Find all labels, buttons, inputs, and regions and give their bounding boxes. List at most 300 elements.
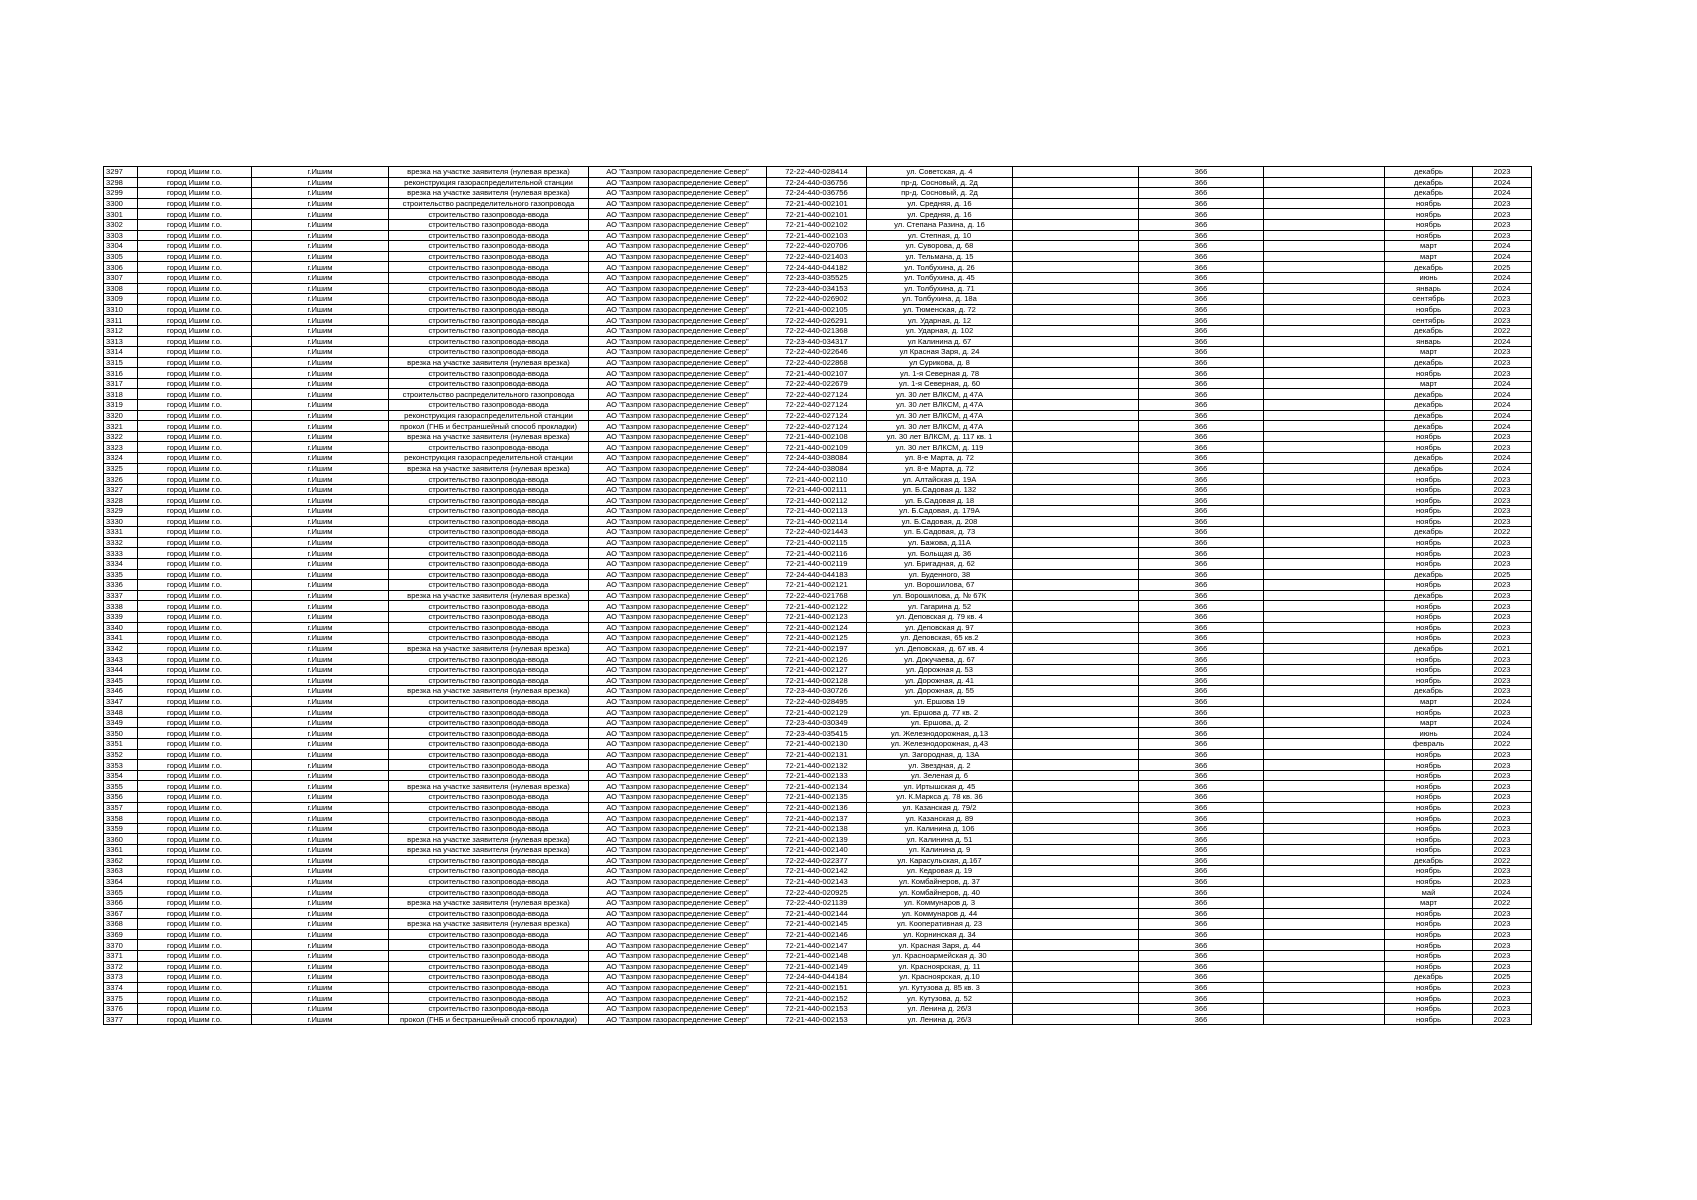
cell-value-366: 366 (1139, 781, 1264, 792)
cell-row-number: 3372 (104, 961, 138, 972)
cell-empty-col-b (1264, 866, 1385, 877)
table-row (104, 696, 1532, 707)
cell-work-type: строительство газопровода-ввода (389, 908, 589, 919)
cell-value-366: 366 (1139, 537, 1264, 548)
cell-address: ул. Корнинская д. 34 (867, 929, 1013, 940)
cell-work-type: строительство газопровода-ввода (389, 484, 589, 495)
cell-address: ул. Деповская д. 97 (867, 622, 1013, 633)
cell-row-number: 3309 (104, 294, 138, 305)
cell-municipality: город Ишим г.о. (138, 760, 252, 771)
table-row (104, 717, 1532, 728)
cell-application-number: 72-24-440-044182 (767, 262, 867, 273)
cell-empty-col-b (1264, 823, 1385, 834)
cell-value-366: 366 (1139, 802, 1264, 813)
cell-month: январь (1385, 336, 1473, 347)
cell-organization: АО "Газпром газораспределение Север" (589, 792, 767, 803)
cell-row-number: 3345 (104, 675, 138, 686)
cell-address: ул. Буденного, 38 (867, 569, 1013, 580)
cell-empty-col-b (1264, 601, 1385, 612)
cell-address: ул. Степана Разина, д. 16 (867, 219, 1013, 230)
cell-settlement: г.Ишим (252, 717, 389, 728)
cell-year: 2023 (1473, 919, 1532, 930)
cell-empty-col-b (1264, 781, 1385, 792)
cell-year: 2023 (1473, 1014, 1532, 1025)
cell-settlement: г.Ишим (252, 304, 389, 315)
cell-settlement: г.Ишим (252, 230, 389, 241)
cell-value-366: 366 (1139, 961, 1264, 972)
cell-settlement: г.Ишим (252, 961, 389, 972)
cell-address: ул. Калинина д. 106 (867, 823, 1013, 834)
table-row (104, 823, 1532, 834)
cell-work-type: строительство газопровода-ввода (389, 664, 589, 675)
cell-month: ноябрь (1385, 908, 1473, 919)
cell-application-number: 72-21-440-002122 (767, 601, 867, 612)
cell-application-number: 72-21-440-002144 (767, 908, 867, 919)
cell-address: ул. Тюменская, д. 72 (867, 304, 1013, 315)
cell-empty-col-b (1264, 336, 1385, 347)
cell-empty-col-b (1264, 347, 1385, 358)
cell-organization: АО "Газпром газораспределение Север" (589, 770, 767, 781)
cell-year: 2023 (1473, 167, 1532, 178)
cell-row-number: 3344 (104, 664, 138, 675)
cell-empty-col-a (1013, 770, 1139, 781)
cell-month: май (1385, 887, 1473, 898)
cell-municipality: город Ишим г.о. (138, 908, 252, 919)
cell-month: декабрь (1385, 453, 1473, 464)
cell-application-number: 72-23-440-030349 (767, 717, 867, 728)
cell-municipality: город Ишим г.о. (138, 506, 252, 517)
cell-value-366: 366 (1139, 717, 1264, 728)
cell-year: 2024 (1473, 887, 1532, 898)
cell-empty-col-a (1013, 866, 1139, 877)
cell-year: 2022 (1473, 897, 1532, 908)
cell-organization: АО "Газпром газораспределение Север" (589, 188, 767, 199)
cell-organization: АО "Газпром газораспределение Север" (589, 982, 767, 993)
table-row (104, 241, 1532, 252)
cell-municipality: город Ишим г.о. (138, 929, 252, 940)
cell-value-366: 366 (1139, 558, 1264, 569)
cell-row-number: 3303 (104, 230, 138, 241)
cell-organization: АО "Газпром газораспределение Север" (589, 707, 767, 718)
cell-year: 2023 (1473, 294, 1532, 305)
cell-empty-col-a (1013, 453, 1139, 464)
cell-empty-col-a (1013, 601, 1139, 612)
cell-municipality: город Ишим г.о. (138, 378, 252, 389)
cell-application-number: 72-21-440-002101 (767, 198, 867, 209)
cell-year: 2023 (1473, 813, 1532, 824)
cell-value-366: 366 (1139, 601, 1264, 612)
cell-address: ул. 30 лет ВЛКСМ, д 47А (867, 400, 1013, 411)
cell-application-number: 72-21-440-002135 (767, 792, 867, 803)
table-row (104, 209, 1532, 220)
cell-municipality: город Ишим г.о. (138, 961, 252, 972)
cell-municipality: город Ишим г.о. (138, 633, 252, 644)
cell-organization: АО "Газпром газораспределение Север" (589, 209, 767, 220)
cell-year: 2025 (1473, 569, 1532, 580)
cell-address: ул. Коммунаров д. 3 (867, 897, 1013, 908)
cell-work-type: строительство газопровода-ввода (389, 241, 589, 252)
cell-municipality: город Ишим г.о. (138, 792, 252, 803)
cell-work-type: строительство газопровода-ввода (389, 866, 589, 877)
cell-municipality: город Ишим г.о. (138, 230, 252, 241)
cell-value-366: 366 (1139, 950, 1264, 961)
cell-empty-col-b (1264, 537, 1385, 548)
cell-month: январь (1385, 283, 1473, 294)
cell-row-number: 3301 (104, 209, 138, 220)
cell-municipality: город Ишим г.о. (138, 664, 252, 675)
cell-row-number: 3336 (104, 580, 138, 591)
cell-organization: АО "Газпром газораспределение Север" (589, 167, 767, 178)
cell-month: декабрь (1385, 167, 1473, 178)
cell-application-number: 72-21-440-002153 (767, 1014, 867, 1025)
table-row (104, 929, 1532, 940)
cell-row-number: 3373 (104, 972, 138, 983)
cell-application-number: 72-21-440-002147 (767, 940, 867, 951)
cell-application-number: 72-21-440-002126 (767, 654, 867, 665)
cell-application-number: 72-24-440-044183 (767, 569, 867, 580)
cell-empty-col-a (1013, 908, 1139, 919)
cell-municipality: город Ишим г.о. (138, 495, 252, 506)
cell-value-366: 366 (1139, 304, 1264, 315)
cell-row-number: 3377 (104, 1014, 138, 1025)
cell-month: ноябрь (1385, 580, 1473, 591)
cell-empty-col-b (1264, 198, 1385, 209)
cell-application-number: 72-21-440-002121 (767, 580, 867, 591)
cell-address: ул. Дорожная, д. 55 (867, 686, 1013, 697)
cell-work-type: врезка на участке заявителя (нулевая врезка) (389, 463, 589, 474)
cell-municipality: город Ишим г.о. (138, 304, 252, 315)
cell-work-type: строительство газопровода-ввода (389, 876, 589, 887)
cell-month: декабрь (1385, 855, 1473, 866)
cell-year: 2022 (1473, 325, 1532, 336)
table-row (104, 770, 1532, 781)
cell-organization: АО "Газпром газораспределение Север" (589, 569, 767, 580)
cell-row-number: 3346 (104, 686, 138, 697)
cell-month: март (1385, 717, 1473, 728)
cell-settlement: г.Ишим (252, 696, 389, 707)
table-row (104, 484, 1532, 495)
cell-address: ул. Б.Садовая, д. 179А (867, 506, 1013, 517)
cell-value-366: 366 (1139, 823, 1264, 834)
cell-address: ул. Коммунаров д. 44 (867, 908, 1013, 919)
cell-address: ул. Советская, д. 4 (867, 167, 1013, 178)
table-row (104, 982, 1532, 993)
cell-empty-col-a (1013, 813, 1139, 824)
cell-month: декабрь (1385, 389, 1473, 400)
cell-organization: АО "Газпром газораспределение Север" (589, 336, 767, 347)
cell-address: ул. Толбухина, д. 26 (867, 262, 1013, 273)
cell-work-type: строительство газопровода-ввода (389, 728, 589, 739)
cell-month: сентябрь (1385, 315, 1473, 326)
cell-application-number: 72-22-440-028414 (767, 167, 867, 178)
cell-municipality: город Ишим г.о. (138, 728, 252, 739)
cell-month: март (1385, 897, 1473, 908)
cell-address: ул. Толбухина, д. 71 (867, 283, 1013, 294)
cell-address: ул. Тельмана, д. 15 (867, 251, 1013, 262)
cell-year: 2023 (1473, 834, 1532, 845)
cell-address: ул. Ударная, д. 12 (867, 315, 1013, 326)
cell-empty-col-a (1013, 675, 1139, 686)
cell-address: ул. 1-я Северная, д. 60 (867, 378, 1013, 389)
cell-organization: АО "Газпром газораспределение Север" (589, 686, 767, 697)
cell-application-number: 72-23-440-034153 (767, 283, 867, 294)
cell-value-366: 366 (1139, 728, 1264, 739)
cell-month: ноябрь (1385, 601, 1473, 612)
cell-value-366: 366 (1139, 1003, 1264, 1014)
cell-empty-col-a (1013, 654, 1139, 665)
cell-row-number: 3354 (104, 770, 138, 781)
cell-empty-col-b (1264, 654, 1385, 665)
cell-value-366: 366 (1139, 389, 1264, 400)
cell-value-366: 366 (1139, 431, 1264, 442)
cell-municipality: город Ишим г.о. (138, 209, 252, 220)
cell-value-366: 366 (1139, 357, 1264, 368)
cell-organization: АО "Газпром газораспределение Север" (589, 389, 767, 400)
cell-year: 2022 (1473, 527, 1532, 538)
cell-month: ноябрь (1385, 442, 1473, 453)
cell-empty-col-b (1264, 474, 1385, 485)
cell-settlement: г.Ишим (252, 950, 389, 961)
cell-row-number: 3365 (104, 887, 138, 898)
cell-empty-col-a (1013, 1003, 1139, 1014)
cell-empty-col-b (1264, 845, 1385, 856)
cell-value-366: 366 (1139, 484, 1264, 495)
cell-work-type: строительство газопровода-ввода (389, 739, 589, 750)
cell-address: ул. Комбайнеров, д. 37 (867, 876, 1013, 887)
cell-year: 2023 (1473, 866, 1532, 877)
cell-year: 2024 (1473, 696, 1532, 707)
cell-work-type: врезка на участке заявителя (нулевая врезка) (389, 919, 589, 930)
cell-work-type: строительство газопровода-ввода (389, 527, 589, 538)
cell-settlement: г.Ишим (252, 770, 389, 781)
cell-year: 2023 (1473, 368, 1532, 379)
cell-municipality: город Ишим г.о. (138, 919, 252, 930)
cell-work-type: строительство газопровода-ввода (389, 219, 589, 230)
cell-empty-col-b (1264, 410, 1385, 421)
cell-settlement: г.Ишим (252, 654, 389, 665)
table-row (104, 251, 1532, 262)
cell-empty-col-b (1264, 272, 1385, 283)
table-row (104, 961, 1532, 972)
cell-month: ноябрь (1385, 611, 1473, 622)
cell-year: 2023 (1473, 516, 1532, 527)
cell-year: 2023 (1473, 1003, 1532, 1014)
cell-municipality: город Ишим г.о. (138, 622, 252, 633)
cell-application-number: 72-22-440-021139 (767, 897, 867, 908)
cell-settlement: г.Ишим (252, 749, 389, 760)
cell-empty-col-a (1013, 548, 1139, 559)
cell-application-number: 72-22-440-026902 (767, 294, 867, 305)
cell-row-number: 3361 (104, 845, 138, 856)
cell-municipality: город Ишим г.о. (138, 1014, 252, 1025)
cell-address: ул. Гагарина д. 52 (867, 601, 1013, 612)
cell-settlement: г.Ишим (252, 1014, 389, 1025)
cell-application-number: 72-22-440-026291 (767, 315, 867, 326)
cell-address: ул. Бригадная, д. 62 (867, 558, 1013, 569)
cell-organization: АО "Газпром газораспределение Север" (589, 368, 767, 379)
table-row (104, 198, 1532, 209)
cell-year: 2023 (1473, 209, 1532, 220)
cell-organization: АО "Газпром газораспределение Север" (589, 866, 767, 877)
cell-empty-col-a (1013, 283, 1139, 294)
cell-empty-col-a (1013, 188, 1139, 199)
cell-work-type: строительство газопровода-ввода (389, 304, 589, 315)
cell-month: март (1385, 696, 1473, 707)
cell-settlement: г.Ишим (252, 251, 389, 262)
cell-row-number: 3314 (104, 347, 138, 358)
cell-value-366: 366 (1139, 516, 1264, 527)
cell-address: ул. 8-е Марта, д. 72 (867, 453, 1013, 464)
cell-municipality: город Ишим г.о. (138, 717, 252, 728)
cell-address: ул. Кутузова д. 85 кв. 3 (867, 982, 1013, 993)
cell-address: ул. Красная Заря, д. 44 (867, 940, 1013, 951)
cell-month: ноябрь (1385, 792, 1473, 803)
cell-value-366: 366 (1139, 241, 1264, 252)
cell-application-number: 72-21-440-002111 (767, 484, 867, 495)
cell-application-number: 72-22-440-021443 (767, 527, 867, 538)
cell-work-type: прокол (ГНБ и бестраншейный способ прокладки) (389, 421, 589, 432)
cell-year: 2024 (1473, 336, 1532, 347)
cell-settlement: г.Ишим (252, 389, 389, 400)
cell-year: 2023 (1473, 929, 1532, 940)
cell-work-type: строительство газопровода-ввода (389, 940, 589, 951)
cell-empty-col-b (1264, 262, 1385, 273)
cell-settlement: г.Ишим (252, 506, 389, 517)
cell-month: ноябрь (1385, 474, 1473, 485)
cell-application-number: 72-21-440-002134 (767, 781, 867, 792)
table-row (104, 336, 1532, 347)
cell-organization: АО "Газпром газораспределение Север" (589, 325, 767, 336)
cell-empty-col-b (1264, 421, 1385, 432)
cell-row-number: 3327 (104, 484, 138, 495)
cell-value-366: 366 (1139, 315, 1264, 326)
cell-empty-col-a (1013, 484, 1139, 495)
cell-value-366: 366 (1139, 675, 1264, 686)
table-row (104, 993, 1532, 1004)
cell-row-number: 3366 (104, 897, 138, 908)
cell-settlement: г.Ишим (252, 728, 389, 739)
cell-value-366: 366 (1139, 590, 1264, 601)
cell-work-type: врезка на участке заявителя (нулевая врезка) (389, 188, 589, 199)
cell-month: ноябрь (1385, 431, 1473, 442)
cell-municipality: город Ишим г.о. (138, 453, 252, 464)
cell-work-type: врезка на участке заявителя (нулевая врезка) (389, 781, 589, 792)
cell-application-number: 72-22-440-027124 (767, 421, 867, 432)
cell-application-number: 72-21-440-002101 (767, 209, 867, 220)
cell-value-366: 366 (1139, 209, 1264, 220)
cell-settlement: г.Ишим (252, 262, 389, 273)
cell-settlement: г.Ишим (252, 474, 389, 485)
cell-empty-col-a (1013, 792, 1139, 803)
cell-application-number: 72-21-440-002102 (767, 219, 867, 230)
table-row (104, 908, 1532, 919)
cell-work-type: строительство газопровода-ввода (389, 325, 589, 336)
cell-address: ул. Карасульская, д.167 (867, 855, 1013, 866)
cell-row-number: 3319 (104, 400, 138, 411)
cell-address: ул. Средняя, д. 16 (867, 198, 1013, 209)
cell-settlement: г.Ишим (252, 601, 389, 612)
cell-municipality: город Ишим г.о. (138, 866, 252, 877)
cell-month: декабрь (1385, 972, 1473, 983)
cell-row-number: 3368 (104, 919, 138, 930)
cell-work-type: строительство газопровода-ввода (389, 972, 589, 983)
cell-value-366: 366 (1139, 474, 1264, 485)
cell-month: декабрь (1385, 410, 1473, 421)
cell-municipality: город Ишим г.о. (138, 802, 252, 813)
cell-organization: АО "Газпром газораспределение Север" (589, 717, 767, 728)
cell-municipality: город Ишим г.о. (138, 537, 252, 548)
cell-municipality: город Ишим г.о. (138, 431, 252, 442)
cell-work-type: строительство газопровода-ввода (389, 717, 589, 728)
cell-empty-col-b (1264, 770, 1385, 781)
cell-organization: АО "Газпром газораспределение Север" (589, 421, 767, 432)
cell-year: 2023 (1473, 707, 1532, 718)
cell-row-number: 3356 (104, 792, 138, 803)
cell-row-number: 3306 (104, 262, 138, 273)
cell-empty-col-a (1013, 272, 1139, 283)
cell-settlement: г.Ишим (252, 431, 389, 442)
cell-month: декабрь (1385, 421, 1473, 432)
cell-year: 2023 (1473, 982, 1532, 993)
cell-row-number: 3321 (104, 421, 138, 432)
cell-empty-col-b (1264, 929, 1385, 940)
cell-year: 2024 (1473, 421, 1532, 432)
cell-empty-col-b (1264, 325, 1385, 336)
cell-application-number: 72-22-440-022377 (767, 855, 867, 866)
cell-year: 2023 (1473, 484, 1532, 495)
cell-value-366: 366 (1139, 919, 1264, 930)
cell-empty-col-b (1264, 188, 1385, 199)
cell-row-number: 3324 (104, 453, 138, 464)
cell-empty-col-b (1264, 760, 1385, 771)
cell-organization: АО "Газпром газораспределение Север" (589, 940, 767, 951)
cell-value-366: 366 (1139, 283, 1264, 294)
cell-empty-col-b (1264, 728, 1385, 739)
cell-month: ноябрь (1385, 675, 1473, 686)
cell-value-366: 366 (1139, 421, 1264, 432)
cell-settlement: г.Ишим (252, 622, 389, 633)
cell-organization: АО "Газпром газораспределение Север" (589, 241, 767, 252)
cell-work-type: строительство газопровода-ввода (389, 506, 589, 517)
cell-empty-col-b (1264, 664, 1385, 675)
cell-settlement: г.Ишим (252, 219, 389, 230)
cell-work-type: строительство газопровода-ввода (389, 855, 589, 866)
cell-application-number: 72-21-440-002151 (767, 982, 867, 993)
cell-month: июнь (1385, 728, 1473, 739)
cell-empty-col-a (1013, 897, 1139, 908)
cell-address: ул. Дорожная, д. 41 (867, 675, 1013, 686)
cell-settlement: г.Ишим (252, 887, 389, 898)
cell-organization: АО "Газпром газораспределение Север" (589, 453, 767, 464)
cell-empty-col-a (1013, 537, 1139, 548)
cell-month: ноябрь (1385, 1014, 1473, 1025)
cell-work-type: строительство газопровода-ввода (389, 315, 589, 326)
cell-row-number: 3302 (104, 219, 138, 230)
cell-month: ноябрь (1385, 749, 1473, 760)
cell-month: февраль (1385, 739, 1473, 750)
cell-work-type: строительство газопровода-ввода (389, 633, 589, 644)
cell-month: ноябрь (1385, 919, 1473, 930)
table-row (104, 177, 1532, 188)
cell-empty-col-a (1013, 442, 1139, 453)
cell-row-number: 3341 (104, 633, 138, 644)
data-table (103, 166, 1532, 1025)
cell-organization: АО "Газпром газораспределение Север" (589, 537, 767, 548)
cell-empty-col-a (1013, 527, 1139, 538)
table-row (104, 739, 1532, 750)
cell-application-number: 72-21-440-002127 (767, 664, 867, 675)
cell-empty-col-b (1264, 707, 1385, 718)
